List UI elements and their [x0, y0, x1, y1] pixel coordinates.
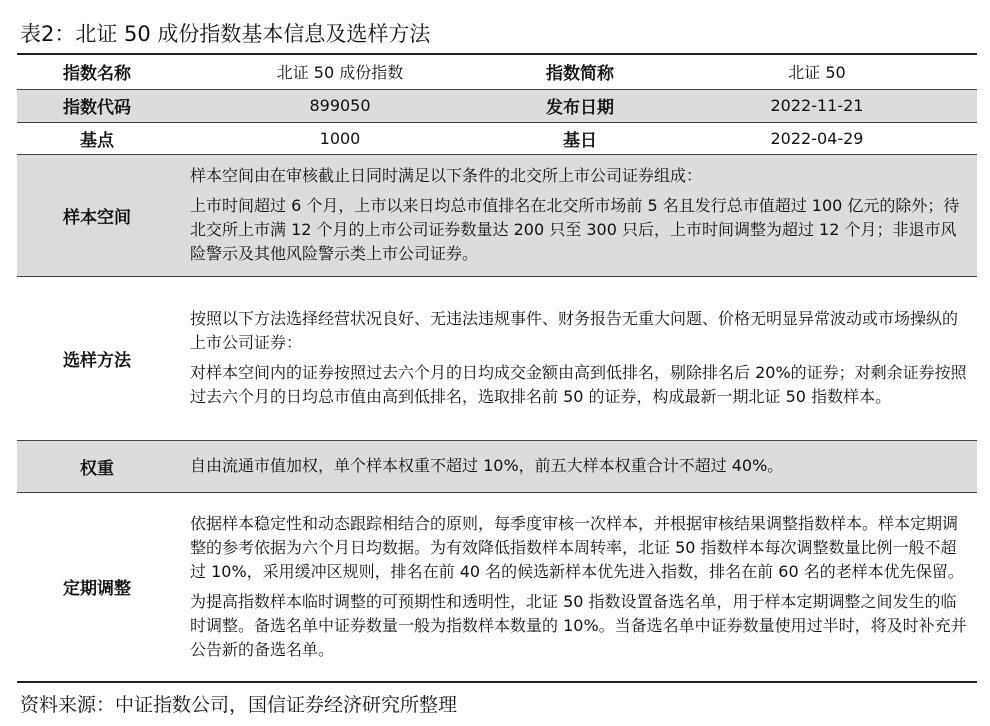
- sample-space-paragraph: 上市时间超过 6 个月，上市以来日均总市值排名在北交所市场前 5 名且发行总市值超过 100 亿元的除外；待北交所上市满 12 个月的上市公司证券数量达 200 只至 300 只后，上市时间调整为超过 12 个月；非退市风险警示及其他风险警示类上市公司证券。: [190, 196, 960, 263]
- table-title: 表2：北证 50 成份指数基本信息及选样方法: [20, 22, 431, 46]
- periodic-adjustment-label: 定期调整: [17, 492, 177, 682]
- periodic-adjustment-description: [177, 492, 977, 682]
- sample-space-description: [177, 154, 977, 276]
- index-code-label: 指数代码: [17, 89, 177, 122]
- selection-method-label: 选样方法: [17, 276, 177, 440]
- weight-paragraph: 自由流通市值加权，单个样本权重不超过 10%，前五大样本权重合计不超过 40%。: [190, 456, 784, 475]
- selection-method-paragraph: 按照以下方法选择经营状况良好、无违法违规事件、财务报告无重大问题、价格无明显异常波动或市场操纵的上市公司证券：: [190, 309, 959, 352]
- weight-label: 权重: [17, 440, 177, 492]
- table-row: [17, 122, 977, 154]
- base-point-label: 基点: [17, 122, 177, 154]
- index-name-label: 指数名称: [63, 64, 131, 85]
- index-name-value: 北证 50 成份指数: [276, 63, 404, 83]
- table-row: [17, 440, 977, 492]
- index-short-name-value: 北证 50: [788, 63, 846, 83]
- sample-space-paragraph: 样本空间由在审核截止日同时满足以下条件的北交所上市公司证券组成：: [190, 166, 703, 185]
- periodic-adjustment-paragraph: 为提高指数样本临时调整的可预期性和透明性，北证 50 指数设置备选名单，用于样本定期调整之间发生的临时调整。备选名单中证券数量一般为指数样本数量的 10%。当备选名单中证券数量使用过半时，将及时补充并公告新的备选名单。: [190, 591, 967, 659]
- selection-method-paragraph: 对样本空间内的证券按照过去六个月的日均成交金额由高到低排名，剔除排名后 20%的证券；对剩余证券按照过去六个月的日均总市值由高到低排名，选取排名前 50 的证券，构成最新一期北证 50 指数样本。: [190, 363, 967, 406]
- base-point-value: 1000: [177, 122, 503, 154]
- index-short-name-label: 指数简称: [546, 64, 614, 85]
- table-row: [17, 154, 977, 276]
- selection-method-description: [177, 276, 977, 440]
- index-code-value: 899050: [177, 89, 503, 122]
- release-date-label: 发布日期: [503, 89, 657, 122]
- table-row: [17, 89, 977, 122]
- index-info-table: [17, 53, 977, 683]
- periodic-adjustment-paragraph: 依据样本稳定性和动态跟踪相结合的原则，每季度审核一次样本，并根据审核结果调整指数样本。样本定期调整的参考依据为六个月日均数据。为有效降低指数样本周转率，北证 50 指数样本每次调整数量比例一般不超过 10%，采用缓冲区规则，排名在前 40 名的候选新样本优先进入指数，排名在前 60 名的老样本优先保留。: [190, 513, 964, 581]
- sample-space-label: 样本空间: [17, 154, 177, 276]
- table-row: [17, 492, 977, 682]
- base-date-value: 2022-04-29: [657, 122, 977, 154]
- weight-description: [177, 440, 977, 492]
- table-row: [17, 54, 977, 89]
- base-date-label: 基日: [503, 122, 657, 154]
- release-date-value: 2022-11-21: [657, 89, 977, 122]
- data-source-note: 资料来源：中证指数公司，国信证券经济研究所整理: [20, 694, 458, 716]
- table-row: [17, 276, 977, 440]
